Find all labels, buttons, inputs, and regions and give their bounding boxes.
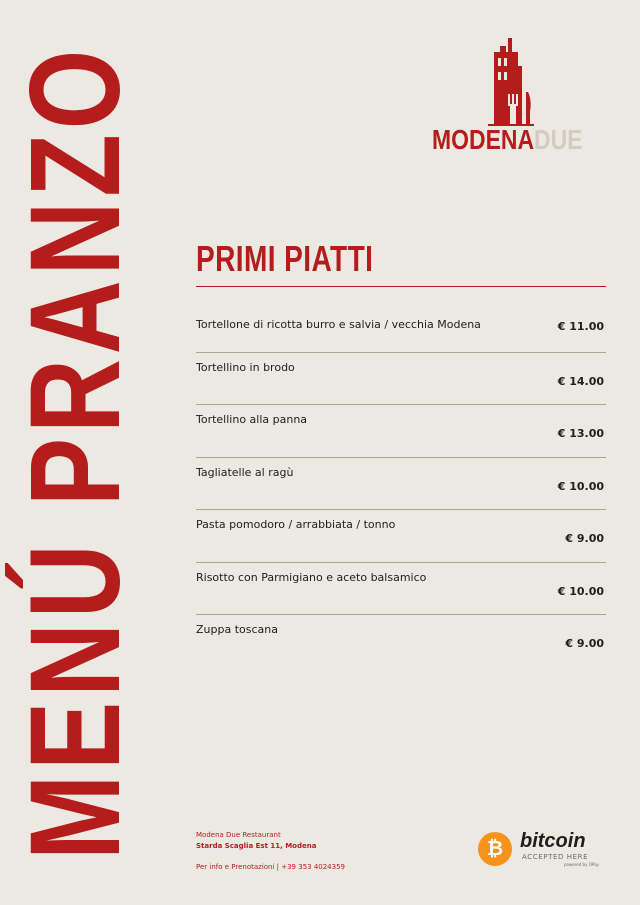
menu-item bbox=[196, 615, 606, 668]
menu-item-name: Risotto con Parmigiano e aceto balsamico bbox=[196, 570, 427, 584]
menu-item-name: Tortellino alla panna bbox=[196, 413, 308, 426]
menu-item-price: € 10.00 bbox=[557, 584, 604, 598]
section-divider bbox=[196, 286, 606, 287]
menu-item-price: € 11.00 bbox=[557, 320, 604, 333]
bitcoin-icon: ₿ bbox=[478, 832, 512, 866]
menu-item-name: Zuppa toscana bbox=[196, 623, 278, 636]
menu-item-name: Tortellone di ricotta burro e salvia / vecchia Modena bbox=[196, 318, 481, 331]
menu-item-price: € 9.00 bbox=[565, 637, 604, 650]
menu-item bbox=[196, 510, 606, 563]
menu-item-name: Pasta pomodoro / arrabbiata / tonno bbox=[196, 518, 396, 531]
footer-restaurant-name: Modena Due Restaurant bbox=[196, 831, 281, 839]
menu-item bbox=[196, 353, 606, 406]
menu-item-name: Tagliatelle al ragù bbox=[196, 465, 294, 479]
bitcoin-powered-by: powered by OPay bbox=[564, 862, 599, 867]
menu-item-price: € 13.00 bbox=[557, 427, 604, 440]
footer-address: Starda Scaglia Est 11, Modena bbox=[196, 842, 317, 850]
bitcoin-word: bitcoin bbox=[520, 830, 586, 852]
brand-name-part1: MODENA bbox=[432, 124, 535, 155]
brand-name-part2: DUE bbox=[534, 124, 583, 155]
brand-wordmark bbox=[432, 124, 583, 156]
menu-item-price: € 10.00 bbox=[557, 479, 604, 493]
menu-item bbox=[196, 405, 606, 458]
section-title: PRIMI PIATTI bbox=[196, 238, 374, 279]
menu-item-price: € 9.00 bbox=[565, 532, 604, 545]
menu-item-name: Tortellino in brodo bbox=[196, 360, 295, 374]
bitcoin-accepted-badge bbox=[478, 830, 603, 870]
menu-item bbox=[196, 300, 606, 353]
bitcoin-subtitle: ACCEPTED HERE bbox=[522, 853, 589, 861]
menu-item-price: € 14.00 bbox=[557, 374, 604, 388]
vertical-title bbox=[5, 0, 145, 905]
footer-contact: Per info e Prenotazioni | +39 353 4024359 bbox=[196, 863, 345, 871]
footer-info bbox=[196, 830, 345, 873]
side-title-text: MENÚ PRANZO bbox=[3, 44, 147, 861]
menu-item bbox=[196, 458, 606, 511]
menu-list bbox=[196, 300, 606, 668]
menu-item bbox=[196, 563, 606, 616]
